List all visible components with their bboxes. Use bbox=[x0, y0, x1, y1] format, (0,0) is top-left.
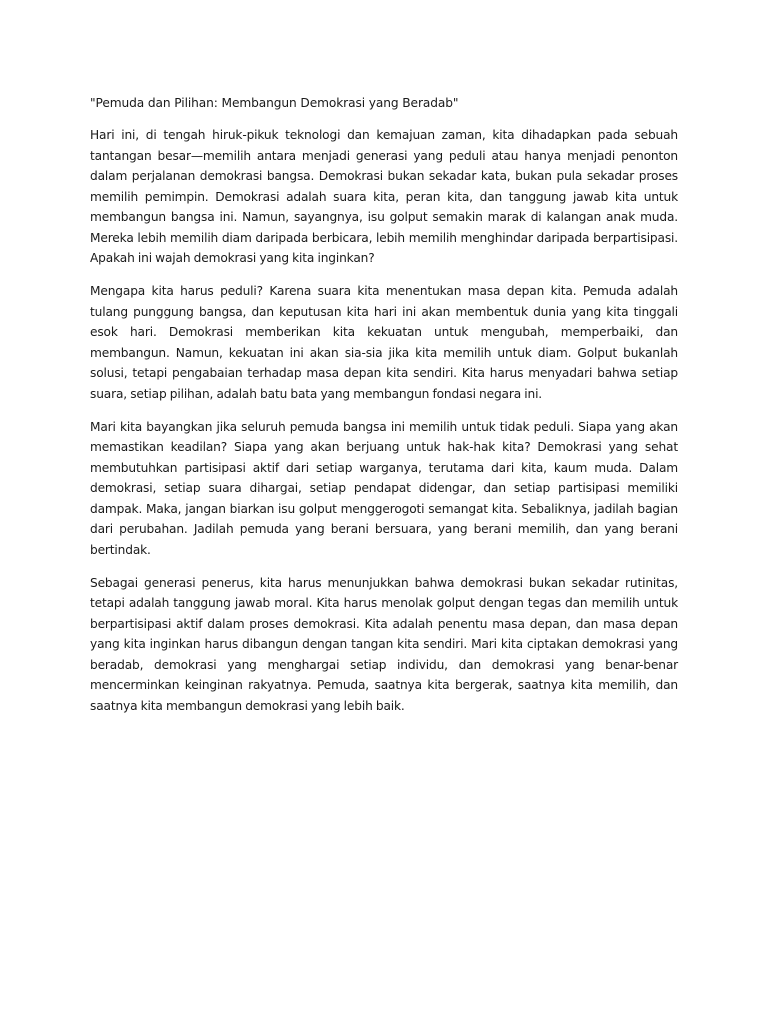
paragraph-3: Mari kita bayangkan jika seluruh pemuda bangsa ini memilih untuk tidak peduli. Siapa yang akan memastikan keadilan? Siapa yang akan berjuang untuk hak-hak kita? Demokrasi yang sehat membutuhkan partisipasi aktif dari setiap warganya, terutama dari kita, kaum muda. Dalam demokrasi, setiap suara dihargai, setiap pendapat didengar, dan setiap partisipasi memiliki dampak. Maka, jangan biarkan isu golput menggerogoti semangat kita. Sebaliknya, jadilah bagian dari perubahan. Jadilah pemuda yang berani bersuara, yang berani memilih, dan yang berani bertindak. bbox=[90, 419, 678, 557]
paragraph-1: Hari ini, di tengah hiruk-pikuk teknologi dan kemajuan zaman, kita dihadapkan pada sebuah tantangan besar—memilih antara menjadi generasi yang peduli atau hanya menjadi penonton dalam perjalanan demokrasi bangsa. Demokrasi bukan sekadar kata, bukan pula sekadar proses memilih pemimpin. Demokrasi adalah suara kita, peran kita, dan tanggung jawab kita untuk membangun bangsa ini. Namun, sayangnya, isu golput semakin marak di kalangan anak muda. Mereka lebih memilih diam daripada berbicara, lebih memilih menghindar daripada berpartisipasi. Apakah ini wajah demokrasi yang kita inginkan? bbox=[90, 128, 678, 265]
document-title: "Pemuda dan Pilihan: Membangun Demokrasi yang Beradab" bbox=[90, 96, 459, 110]
paragraph-4: Sebagai generasi penerus, kita harus menunjukkan bahwa demokrasi bukan sekadar rutinitas, tetapi adalah tanggung jawab moral. Kita harus menolak golput dengan tegas dan memilih untuk berpartisipasi aktif dalam proses demokrasi. Kita adalah penentu masa depan, dan masa depan yang kita inginkan harus dibangun dengan tangan kita sendiri. Mari kita ciptakan demokrasi yang beradab, demokrasi yang menghargai setiap individu, dan demokrasi yang benar-benar mencerminkan keinginan rakyatnya. Pemuda, saatnya kita bergerak, saatnya kita memilih, dan saatnya kita membangun demokrasi yang lebih baik. bbox=[90, 575, 678, 713]
document-body bbox=[90, 93, 678, 729]
paragraph-2: Mengapa kita harus peduli? Karena suara kita menentukan masa depan kita. Pemuda adalah tulang punggung bangsa, dan keputusan kita hari ini akan membentuk dunia yang kita tinggali esok hari. Demokrasi memberikan kita kekuatan untuk mengubah, memperbaiki, dan membangun. Namun, kekuatan ini akan sia-sia jika kita memilih untuk diam. Golput bukanlah solusi, tetapi pengabaian terhadap masa depan kita sendiri. Kita harus menyadari bahwa setiap suara, setiap pilihan, adalah batu bata yang membangun fondasi negara ini. bbox=[90, 284, 678, 401]
